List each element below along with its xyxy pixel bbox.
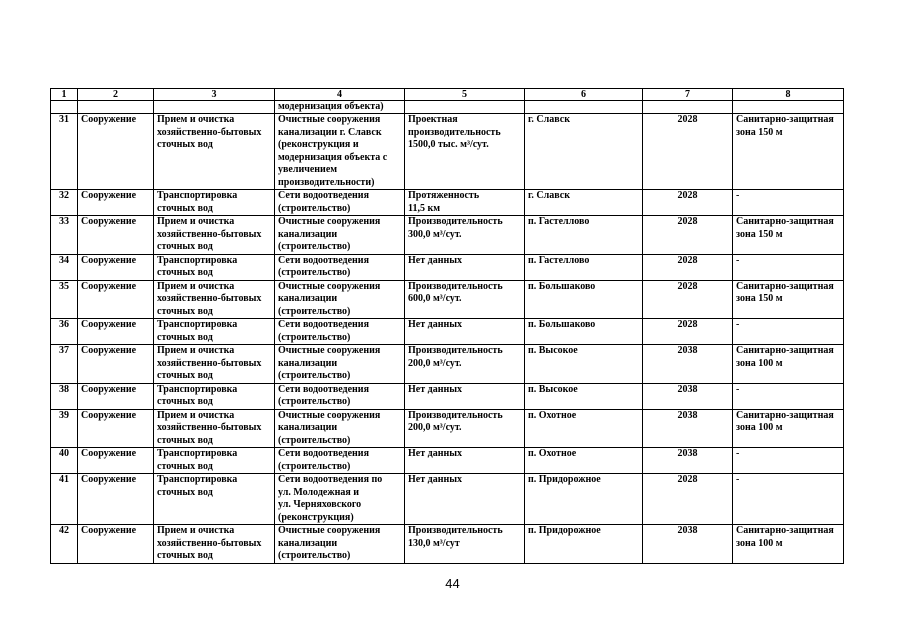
table-row (51, 409, 844, 448)
zone-cell-text: Санитарно-защитная зона 150 м (736, 280, 834, 304)
purpose-cell (154, 409, 275, 448)
type-cell (78, 190, 154, 216)
header-row (51, 89, 844, 101)
location-cell (525, 319, 643, 345)
year-cell-text: 2038 (677, 345, 698, 356)
row-number-cell (51, 448, 78, 474)
type-cell (78, 254, 154, 280)
capacity-cell-text: Производительность 600,0 м³/сут. (408, 280, 503, 304)
object-cell (275, 216, 405, 255)
year-cell (643, 448, 733, 474)
type-cell (78, 280, 154, 319)
location-cell (525, 525, 643, 564)
page-number: 44 (445, 576, 460, 591)
zone-cell-text: Санитарно-защитная зона 150 м (736, 114, 834, 138)
capacity-cell (405, 383, 525, 409)
object-cell (275, 474, 405, 525)
type-cell-text: Сооружение (81, 254, 137, 266)
object-cell-text: Сети водоотведения по ул. Молодежная и ул. Черняховского (реконструкция) (278, 474, 383, 523)
capacity-cell-text: Протяженность 11,5 км (408, 190, 480, 214)
zone-cell-text: - (736, 474, 740, 485)
object-cell (275, 114, 405, 190)
continuation-text: модернизация объекта) (275, 101, 405, 114)
row-number-cell-text: 37 (59, 345, 69, 356)
capacity-cell-text: Нет данных (408, 254, 463, 266)
zone-cell (733, 216, 844, 255)
continuation-row (51, 101, 844, 114)
year-cell-text: 2028 (677, 114, 698, 125)
zone-cell-text: - (736, 383, 740, 395)
object-cell (275, 448, 405, 474)
type-cell-text: Сооружение (81, 114, 137, 125)
table-row (51, 280, 844, 319)
year-cell (643, 383, 733, 409)
column-header-8: 8 (733, 89, 844, 101)
year-cell-text: 2028 (677, 190, 698, 201)
purpose-cell-text: Транспортировка сточных вод (157, 383, 238, 407)
zone-cell (733, 448, 844, 474)
year-cell (643, 216, 733, 255)
purpose-cell (154, 114, 275, 190)
object-cell (275, 254, 405, 280)
type-cell-text: Сооружение (81, 525, 137, 536)
row-number-cell-text: 41 (59, 474, 69, 485)
zone-cell (733, 345, 844, 384)
location-cell (525, 280, 643, 319)
table-row (51, 525, 844, 564)
row-number-cell (51, 216, 78, 255)
year-cell (643, 474, 733, 525)
zone-cell-text: Санитарно-защитная зона 100 м (736, 525, 834, 549)
column-header-7: 7 (643, 89, 733, 101)
zone-cell-text: - (736, 254, 740, 266)
row-number-cell-text: 40 (59, 448, 69, 459)
year-cell-text: 2028 (677, 474, 698, 485)
purpose-cell (154, 525, 275, 564)
zone-cell (733, 254, 844, 280)
capacity-cell-text: Производительность 200,0 м³/сут. (408, 409, 503, 433)
location-cell (525, 474, 643, 525)
column-header-3: 3 (154, 89, 275, 101)
capacity-cell-text: Производительность 300,0 м³/сут. (408, 216, 503, 240)
row-number-cell (51, 190, 78, 216)
continuation-cell (154, 101, 275, 114)
location-cell-text: п. Большаково (528, 319, 596, 330)
year-cell (643, 190, 733, 216)
type-cell-text: Сооружение (81, 216, 137, 227)
row-number-cell (51, 114, 78, 190)
zone-cell-text: Санитарно-защитная зона 150 м (736, 216, 834, 240)
purpose-cell-text: Транспортировка сточных вод (157, 319, 238, 343)
type-cell-text: Сооружение (81, 319, 137, 330)
capacity-cell-text: Нет данных (408, 448, 463, 459)
object-cell-text: Сети водоотведения (строительство) (278, 190, 369, 214)
object-cell-text: Очистные сооружения канализации (строительство) (278, 525, 381, 561)
year-cell-text: 2038 (677, 525, 698, 536)
type-cell-text: Сооружение (81, 345, 137, 356)
zone-cell (733, 190, 844, 216)
table-row (51, 216, 844, 255)
zone-cell (733, 525, 844, 564)
row-number-cell-text: 32 (59, 190, 69, 201)
location-cell (525, 216, 643, 255)
capacity-cell (405, 409, 525, 448)
object-cell (275, 319, 405, 345)
row-number-cell-text: 42 (59, 525, 69, 536)
capacity-cell (405, 254, 525, 280)
capacity-cell (405, 448, 525, 474)
purpose-cell-text: Прием и очистка хозяйственно-бытовых сточных вод (157, 114, 262, 150)
capacity-cell (405, 190, 525, 216)
type-cell (78, 345, 154, 384)
type-cell (78, 474, 154, 525)
purpose-cell-text: Прием и очистка хозяйственно-бытовых сточных вод (157, 409, 262, 446)
capacity-cell (405, 280, 525, 319)
capacity-cell (405, 114, 525, 190)
object-cell (275, 345, 405, 384)
row-number-cell (51, 319, 78, 345)
purpose-cell (154, 254, 275, 280)
location-cell-text: п. Придорожное (528, 525, 601, 536)
location-cell (525, 448, 643, 474)
purpose-cell (154, 190, 275, 216)
year-cell-text: 2028 (677, 216, 698, 227)
table-row (51, 383, 844, 409)
zone-cell-text: - (736, 448, 740, 459)
table-row (51, 190, 844, 216)
type-cell (78, 448, 154, 474)
row-number-cell (51, 474, 78, 525)
zone-cell (733, 474, 844, 525)
location-cell-text: п. Гастеллово (528, 216, 590, 227)
location-cell-text: п. Придорожное (528, 474, 601, 485)
facilities-table (50, 88, 844, 564)
purpose-cell (154, 280, 275, 319)
purpose-cell-text: Транспортировка сточных вод (157, 448, 238, 472)
table-row (51, 114, 844, 190)
table-row (51, 448, 844, 474)
continuation-cell (643, 101, 733, 114)
year-cell-text: 2028 (677, 254, 698, 266)
row-number-cell (51, 254, 78, 280)
object-cell-text: Сети водоотведения (строительство) (278, 254, 369, 278)
capacity-cell-text: Нет данных (408, 319, 463, 330)
zone-cell (733, 280, 844, 319)
capacity-cell-text: Проектная производительность 1500,0 тыс. м³/сут. (408, 114, 501, 150)
row-number-cell-text: 35 (59, 280, 69, 292)
row-number-cell-text: 33 (59, 216, 69, 227)
zone-cell-text: - (736, 319, 740, 330)
column-header-2: 2 (78, 89, 154, 101)
year-cell (643, 254, 733, 280)
location-cell-text: п. Охотное (528, 409, 577, 421)
location-cell (525, 383, 643, 409)
object-cell (275, 409, 405, 448)
continuation-cell (51, 101, 78, 114)
object-cell-text: Очистные сооружения канализации (строительство) (278, 280, 381, 317)
type-cell (78, 409, 154, 448)
year-cell (643, 319, 733, 345)
type-cell (78, 383, 154, 409)
purpose-cell (154, 319, 275, 345)
column-header-5: 5 (405, 89, 525, 101)
column-header-1: 1 (51, 89, 78, 101)
purpose-cell-text: Транспортировка сточных вод (157, 190, 238, 214)
capacity-cell-text: Производительность 200,0 м³/сут. (408, 345, 503, 369)
column-header-4: 4 (275, 89, 405, 101)
capacity-cell (405, 216, 525, 255)
purpose-cell-text: Прием и очистка хозяйственно-бытовых сточных вод (157, 216, 262, 252)
capacity-cell-text: Производительность 130,0 м³/сут (408, 525, 503, 549)
purpose-cell-text: Транспортировка сточных вод (157, 474, 238, 498)
year-cell (643, 525, 733, 564)
location-cell-text: п. Гастеллово (528, 254, 590, 266)
type-cell-text: Сооружение (81, 474, 137, 485)
type-cell (78, 114, 154, 190)
continuation-cell (733, 101, 844, 114)
location-cell-text: п. Высокое (528, 383, 578, 395)
purpose-cell-text: Транспортировка сточных вод (157, 254, 238, 278)
year-cell-text: 2038 (677, 448, 698, 459)
location-cell-text: г. Славск (528, 190, 570, 201)
object-cell-text: Очистные сооружения канализации г. Славск (реконструкция и модернизация объекта с увеличением производительности) (278, 114, 388, 188)
zone-cell (733, 114, 844, 190)
continuation-cell (525, 101, 643, 114)
row-number-cell-text: 36 (59, 319, 69, 330)
year-cell-text: 2028 (677, 319, 698, 330)
year-cell (643, 345, 733, 384)
purpose-cell-text: Прием и очистка хозяйственно-бытовых сточных вод (157, 345, 262, 381)
type-cell-text: Сооружение (81, 383, 137, 395)
zone-cell (733, 409, 844, 448)
purpose-cell-text: Прием и очистка хозяйственно-бытовых сточных вод (157, 525, 262, 561)
column-header-6: 6 (525, 89, 643, 101)
location-cell (525, 254, 643, 280)
purpose-cell-text: Прием и очистка хозяйственно-бытовых сточных вод (157, 280, 262, 317)
year-cell (643, 280, 733, 319)
location-cell (525, 114, 643, 190)
table-row (51, 474, 844, 525)
year-cell-text: 2038 (677, 383, 698, 395)
object-cell-text: Очистные сооружения канализации (строительство) (278, 216, 381, 252)
object-cell-text: Сети водоотведения (строительство) (278, 383, 369, 407)
location-cell-text: г. Славск (528, 114, 570, 125)
location-cell-text: п. Большаково (528, 280, 596, 292)
location-cell-text: п. Высокое (528, 345, 578, 356)
capacity-cell (405, 474, 525, 525)
year-cell-text: 2038 (677, 409, 698, 421)
capacity-cell-text: Нет данных (408, 474, 463, 485)
capacity-cell (405, 525, 525, 564)
zone-cell-text: Санитарно-защитная зона 100 м (736, 409, 834, 433)
capacity-cell (405, 319, 525, 345)
type-cell-text: Сооружение (81, 190, 137, 201)
row-number-cell-text: 34 (59, 254, 69, 266)
row-number-cell (51, 383, 78, 409)
continuation-cell (78, 101, 154, 114)
zone-cell-text: Санитарно-защитная зона 100 м (736, 345, 834, 369)
zone-cell (733, 319, 844, 345)
zone-cell (733, 383, 844, 409)
zone-cell-text: - (736, 190, 740, 201)
object-cell-text: Сети водоотведения (строительство) (278, 448, 369, 472)
table-row (51, 345, 844, 384)
location-cell (525, 409, 643, 448)
type-cell-text: Сооружение (81, 280, 137, 292)
purpose-cell (154, 345, 275, 384)
capacity-cell-text: Нет данных (408, 383, 463, 395)
type-cell-text: Сооружение (81, 448, 137, 459)
row-number-cell-text: 31 (59, 114, 69, 125)
type-cell-text: Сооружение (81, 409, 137, 421)
type-cell (78, 216, 154, 255)
type-cell (78, 319, 154, 345)
purpose-cell (154, 383, 275, 409)
year-cell (643, 409, 733, 448)
object-cell-text: Сети водоотведения (строительство) (278, 319, 369, 343)
row-number-cell (51, 345, 78, 384)
row-number-cell (51, 409, 78, 448)
purpose-cell (154, 216, 275, 255)
row-number-cell (51, 280, 78, 319)
object-cell-text: Очистные сооружения канализации (строительство) (278, 409, 381, 446)
type-cell (78, 525, 154, 564)
location-cell (525, 190, 643, 216)
row-number-cell (51, 525, 78, 564)
row-number-cell-text: 39 (59, 409, 69, 421)
table-row (51, 319, 844, 345)
capacity-cell (405, 345, 525, 384)
object-cell (275, 525, 405, 564)
continuation-cell (405, 101, 525, 114)
location-cell (525, 345, 643, 384)
location-cell-text: п. Охотное (528, 448, 577, 459)
row-number-cell-text: 38 (59, 383, 69, 395)
year-cell (643, 114, 733, 190)
purpose-cell (154, 474, 275, 525)
object-cell-text: Очистные сооружения канализации (строительство) (278, 345, 381, 381)
year-cell-text: 2028 (677, 280, 698, 292)
object-cell (275, 190, 405, 216)
purpose-cell (154, 448, 275, 474)
object-cell (275, 383, 405, 409)
table-row (51, 254, 844, 280)
object-cell (275, 280, 405, 319)
